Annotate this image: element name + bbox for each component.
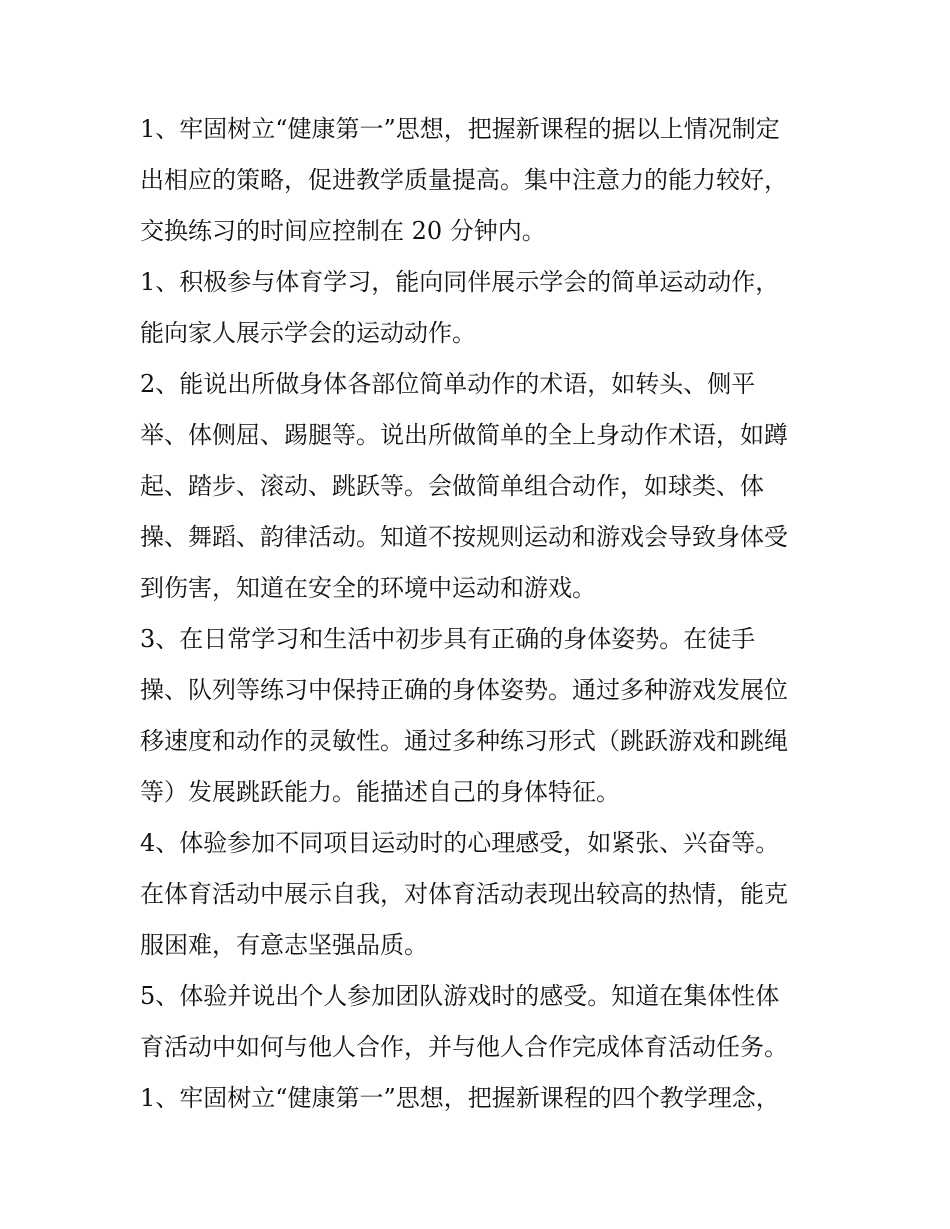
- paragraph-1: [140, 104, 820, 257]
- text-line: 等）发展跳跃能力。能描述自己的身体特征。: [140, 778, 620, 806]
- text-line: 举、体侧屈、踢腿等。说出所做简单的全上身动作术语，如蹲: [140, 421, 788, 449]
- text-line: 能向家人展示学会的运动动作。: [140, 319, 476, 347]
- paragraph-4: [140, 614, 820, 818]
- text-line: 1、牢固树立“健康第一”思想，把握新课程的据以上情况制定: [140, 115, 780, 143]
- text-line: 2、能说出所做身体各部位简单动作的术语，如转头、侧平: [140, 370, 756, 398]
- text-line: 到伤害，知道在安全的环境中运动和游戏。: [140, 574, 596, 602]
- text-line: 出相应的策略，促进教学质量提高。集中注意力的能力较好，: [140, 166, 788, 194]
- paragraph-6: [140, 971, 820, 1073]
- text-line: 1、牢固树立“健康第一”思想，把握新课程的四个教学理念，: [140, 1084, 780, 1112]
- text-line: 操、舞蹈、韵律活动。知道不按规则运动和游戏会导致身体受: [140, 523, 788, 551]
- paragraph-3: [140, 359, 820, 614]
- text-line: 交换练习的时间应控制在 20 分钟内。: [140, 217, 546, 245]
- paragraph-7: [140, 1073, 820, 1124]
- paragraph-2: [140, 257, 820, 359]
- text-line: 起、踏步、滚动、跳跃等。会做简单组合动作，如球类、体: [140, 472, 764, 500]
- paragraph-5: [140, 818, 820, 971]
- text-line: 1、积极参与体育学习，能向同伴展示学会的简单运动动作，: [140, 268, 780, 296]
- text-line: 5、体验并说出个人参加团队游戏时的感受。知道在集体性体: [140, 982, 780, 1010]
- text-line: 移速度和动作的灵敏性。通过多种练习形式（跳跃游戏和跳绳: [140, 727, 788, 755]
- text-line: 在体育活动中展示自我，对体育活动表现出较高的热情，能克: [140, 880, 788, 908]
- text-line: 育活动中如何与他人合作，并与他人合作完成体育活动任务。: [140, 1033, 788, 1061]
- text-line: 4、体验参加不同项目运动时的心理感受，如紧张、兴奋等。: [140, 829, 780, 857]
- text-line: 3、在日常学习和生活中初步具有正确的身体姿势。在徒手: [140, 625, 756, 653]
- text-line: 服困难，有意志坚强品质。: [140, 931, 428, 959]
- text-line: 操、队列等练习中保持正确的身体姿势。通过多种游戏发展位: [140, 676, 788, 704]
- document-body: [140, 104, 820, 1124]
